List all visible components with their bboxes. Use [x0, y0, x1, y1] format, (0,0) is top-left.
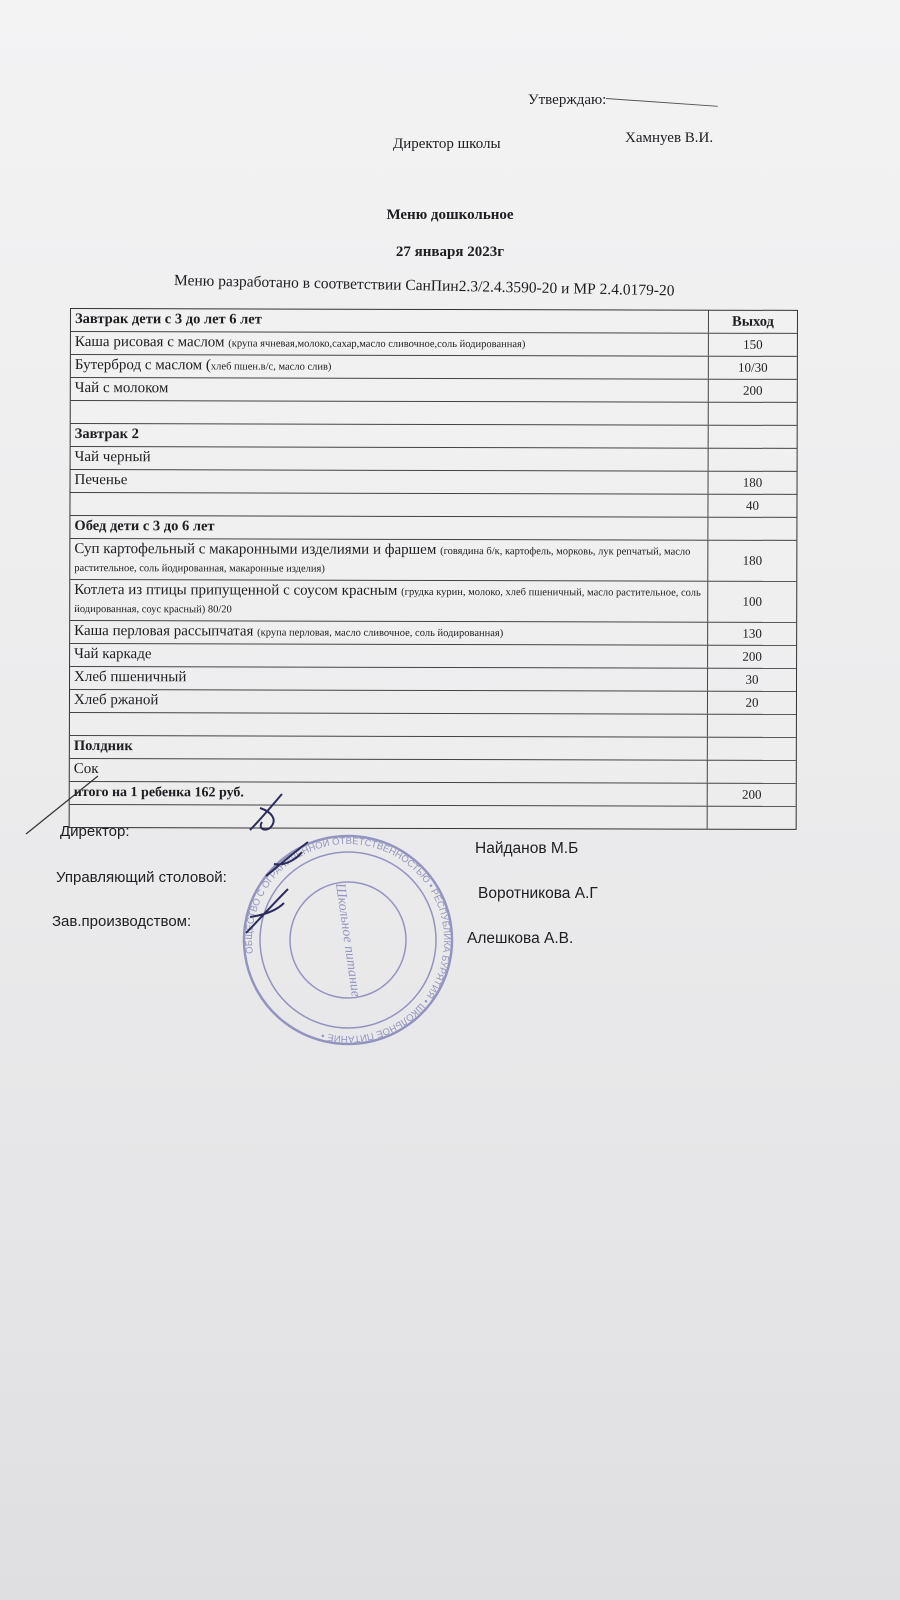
- document-subtitle: Меню разработано в соответствии СанПин2.3/2.4.3590-20 и МР 2.4.0179-20: [173, 272, 675, 300]
- menu-table: [69, 308, 798, 830]
- dish-name-cell: [71, 447, 709, 471]
- table-row: [70, 580, 796, 623]
- table-row: [71, 355, 797, 380]
- section-row: [70, 516, 796, 541]
- dish-name-cell: [70, 644, 708, 668]
- dish-name: Завтрак 2: [74, 426, 139, 443]
- canteen-manager-signature: [262, 838, 317, 883]
- output-cell: 180: [742, 552, 763, 568]
- dish-name-cell: [70, 805, 708, 829]
- dish-name-cell: [71, 401, 709, 425]
- dish-name: Полдник: [73, 738, 133, 755]
- table-row: [71, 470, 797, 495]
- document-date: 27 января 2023г: [395, 244, 505, 260]
- table-row: [70, 644, 796, 669]
- director-signature-name: Найданов М.Б: [475, 840, 579, 857]
- output-cell: [708, 738, 796, 760]
- dish-ingredients: хлеб пшен.в/с, масло слив): [210, 361, 332, 373]
- production-head-signature: [240, 885, 295, 940]
- production-head-label: Зав.производством:: [52, 913, 192, 930]
- dish-name: Чай каркаде: [74, 646, 152, 663]
- dish-name: Каша рисовая с маслом: [74, 334, 229, 351]
- dish-name-cell: [70, 516, 708, 540]
- dish-ingredients: (говядина б/к, картофель, морковь, лук репчатый, масло растительное, соль йодированная, макаронные изделия): [74, 545, 691, 575]
- dish-ingredients: (крупа перловая, масло сливочное, соль йодированная): [257, 627, 504, 640]
- output-cell: [708, 518, 796, 540]
- output-cell: 200: [741, 786, 762, 802]
- approve-signature-line: [606, 98, 718, 107]
- table-row: [71, 332, 797, 357]
- output-cell: 20: [745, 694, 759, 710]
- dish-name: Бутерброд с маслом (: [74, 357, 211, 374]
- stamp-ring-text: ОБЩЕСТВО С ОГРАНИЧЕННОЙ ОТВЕТСТВЕННОСТЬЮ • РЕСПУБЛИКА БУРЯТИЯ • ШКОЛЬНОЕ ПИТАНИЕ •: [243, 835, 453, 1045]
- dish-name: Каша перловая рассыпчатая: [74, 623, 258, 640]
- dish-name-cell: [70, 493, 708, 517]
- dish-name: Хлеб пшеничный: [74, 669, 187, 686]
- dish-name: Обед дети с 3 до 6 лет: [74, 518, 215, 535]
- table-row: [70, 667, 796, 692]
- table-row: [70, 759, 796, 784]
- director-signature: [242, 790, 302, 835]
- dish-name: Чай черный: [74, 449, 151, 466]
- dish-name-cell: [70, 713, 708, 737]
- table-row: [70, 539, 796, 582]
- dish-name-cell: [70, 667, 708, 691]
- output-cell: 30: [745, 671, 759, 687]
- output-cell: 10/30: [738, 359, 768, 375]
- dish-ingredients: (крупа ячневая,молоко,сахар,масло сливочное,соль йодированная): [228, 338, 526, 351]
- table-row: [70, 805, 796, 829]
- output-cell: [708, 715, 796, 737]
- document-title: Меню дошкольное: [386, 207, 514, 223]
- output-cell: 40: [745, 497, 760, 513]
- table-row: [70, 690, 796, 715]
- director-signature-label: Директор:: [60, 823, 130, 840]
- dish-name-cell: [70, 690, 708, 714]
- dish-name: Чай с молоком: [74, 380, 169, 397]
- dish-name: Хлеб ржаной: [73, 692, 159, 709]
- output-cell: [708, 761, 796, 783]
- table-row: [70, 493, 796, 518]
- dish-name: итого на 1 ребенка 162 руб.: [73, 785, 244, 801]
- dish-name: Печенье: [74, 472, 128, 489]
- table-header-row: [71, 309, 797, 334]
- dish-name-cell: [70, 539, 708, 581]
- table-row: [71, 401, 797, 426]
- dish-name-cell: [70, 736, 708, 760]
- dish-ingredients: (грудка курин, молоко, хлеб пшеничный, масло растительное, соль йодированная, соус красный) 80/20: [74, 586, 701, 616]
- output-cell: [708, 807, 796, 829]
- dish-name-cell: [70, 782, 708, 806]
- output-cell: 150: [743, 336, 763, 352]
- table-row: [71, 378, 797, 403]
- output-cell: 180: [742, 474, 763, 490]
- canteen-manager-name: Воротникова А.Г: [478, 885, 598, 902]
- total-row: [70, 782, 796, 807]
- output-cell: [709, 403, 797, 425]
- table-row: [70, 621, 796, 646]
- output-cell: [709, 449, 797, 471]
- dish-name-cell: [71, 378, 709, 402]
- dish-name-cell: [71, 424, 709, 448]
- dish-name: Котлета из птицы припущенной с соусом красным: [74, 582, 402, 599]
- output-cell: 100: [742, 593, 763, 609]
- dish-name: Суп картофельный с макаронными изделиями и фаршем: [74, 541, 441, 558]
- stamp-center-text: Школьное питание: [332, 882, 363, 998]
- section-row: [71, 424, 797, 449]
- dish-name: Завтрак дети с 3 до лет 6 лет: [74, 311, 262, 328]
- director-title: Директор школы: [393, 136, 501, 152]
- dish-name-cell: [71, 332, 709, 356]
- dish-name: Сок: [73, 761, 99, 778]
- output-cell: 200: [743, 382, 763, 398]
- production-head-name: Алешкова А.В.: [467, 930, 574, 947]
- dish-name-cell: [71, 355, 709, 379]
- dish-name-cell: [70, 621, 708, 645]
- dish-name-cell: [71, 309, 709, 333]
- output-cell: [709, 426, 797, 448]
- approve-label: Утверждаю:: [528, 92, 607, 108]
- table-row: [71, 447, 797, 472]
- dish-name-cell: [70, 580, 708, 622]
- output-cell: 130: [742, 625, 762, 641]
- margin-mark: [18, 770, 108, 840]
- output-cell: Выход: [732, 313, 774, 330]
- output-cell: 200: [742, 648, 762, 664]
- dish-name-cell: [70, 759, 708, 783]
- director-name: Хамнуев В.И.: [625, 130, 714, 146]
- section-row: [70, 736, 796, 761]
- table-row: [70, 713, 796, 738]
- dish-name-cell: [71, 470, 709, 494]
- canteen-manager-label: Управляющий столовой:: [56, 869, 227, 886]
